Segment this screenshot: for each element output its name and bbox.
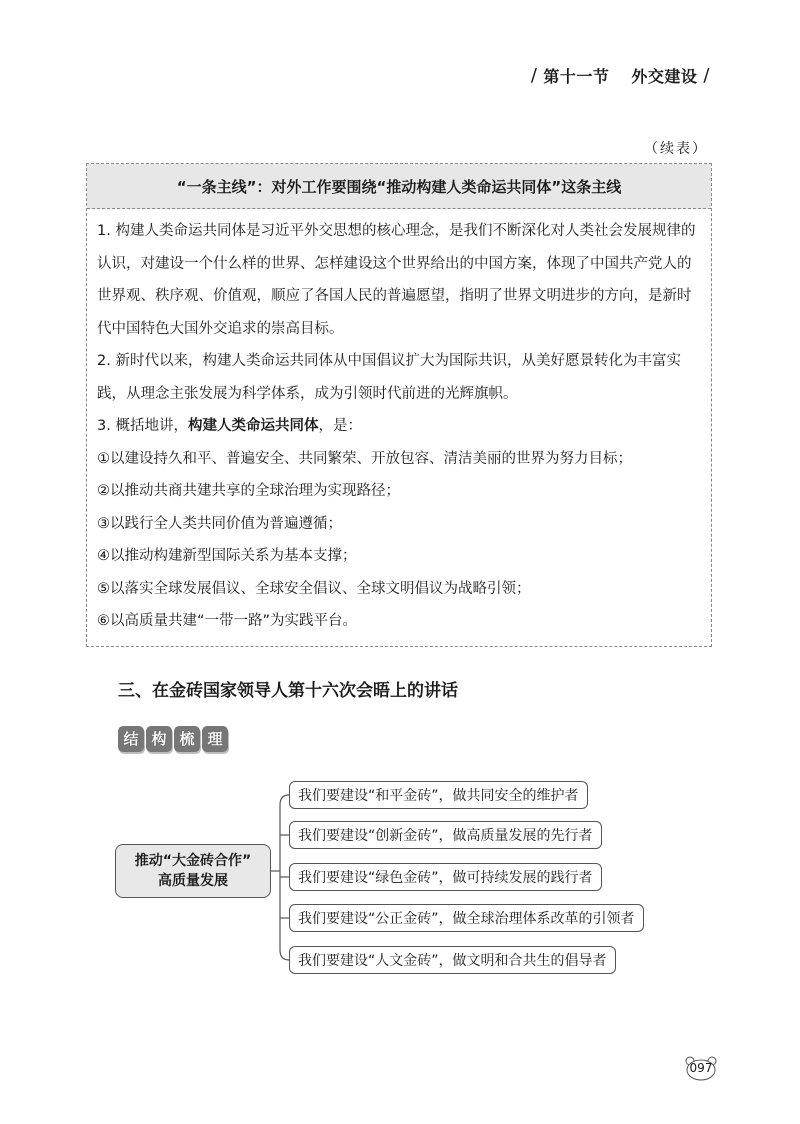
list-item: ①以建设持久和平、普遍安全、共同繁荣、开放包容、清洁美丽的世界为努力目标；	[97, 450, 632, 467]
paragraph-3-prefix: 3. 概括地讲，	[97, 418, 188, 434]
list-item: ②以推动共商共建共享的全球治理为实现路径；	[97, 483, 400, 499]
list-item: ⑥以高质量共建“一带一路”为实践平台。	[97, 613, 358, 629]
root-node-line2: 高质量发展	[158, 873, 228, 889]
header-slash-left: /	[530, 65, 538, 86]
section-title: 三、在金砖国家领导人第十六次会晤上的讲话	[118, 681, 458, 701]
paragraph-2: 2. 新时代以来，构建人类命运共同体从中国倡议扩大为国际共识，从美好愿景转化为丰富实践，从理念主张发展为科学体系，成为引领时代前进的光辉旗帜。	[97, 353, 681, 402]
badge-char: 构	[146, 726, 172, 752]
root-node-line1: 推动“大金砖合作”	[134, 853, 252, 869]
list-item: ④以推动构建新型国际关系为基本支撑；	[97, 548, 357, 564]
leaf-node: 我们要建设“公正金砖”，做全球治理体系改革的引领者	[289, 904, 644, 932]
header-slash-right: /	[703, 65, 710, 86]
page-number	[684, 1056, 718, 1080]
page-number-text: 097	[689, 1061, 713, 1075]
leaf-node: 我们要建设“人文金砖”，做文明和合共生的倡导者	[289, 946, 616, 974]
root-node	[115, 844, 271, 898]
table-heading: “一条主线”：对外工作要围绕“推动构建人类命运共同体”这条主线	[87, 164, 711, 209]
paragraph-1: 1. 构建人类命运共同体是习近平外交思想的核心理念，是我们不断深化对人类社会发展规律的认识，对建设一个什么样的世界、怎样建设这个世界给出的中国方案，体现了中国共产党人的世界观、秩序观、价值观，顺应了各国人民的普遍愿望，指明了世界文明进步的方向，是新时代中国特色大国外交追求的崇高目标。	[97, 223, 696, 337]
header-section-title: 外交建设	[631, 67, 698, 86]
badge-char: 结	[118, 726, 144, 752]
paragraph-3-bold: 构建人类命运共同体	[187, 418, 319, 434]
header-section-number: 第十一节	[543, 67, 610, 86]
list-item: ③以践行全人类共同价值为普遍遵循；	[97, 515, 342, 532]
leaf-node: 我们要建设“绿色金砖”，做可持续发展的践行者	[289, 863, 602, 891]
paragraph-3-suffix: ，是：	[318, 418, 362, 434]
continued-label: （续表）	[644, 141, 708, 157]
leaf-node: 我们要建设“创新金砖”，做高质量发展的先行者	[289, 821, 602, 849]
leaf-node: 我们要建设“和平金砖”，做共同安全的维护者	[289, 781, 588, 809]
badge-char: 理	[202, 726, 228, 752]
badge-char: 梳	[174, 726, 200, 752]
list-item: ⑤以落实全球发展倡议、全球安全倡议、全球文明倡议为战略引领；	[97, 580, 531, 597]
